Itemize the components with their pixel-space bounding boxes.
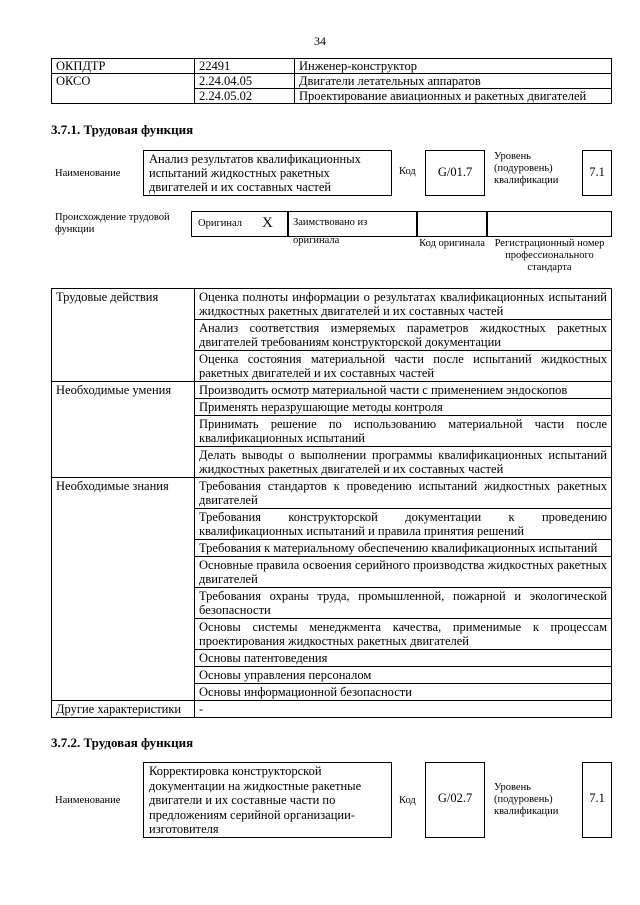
original-box (191, 211, 288, 237)
section-item: Применять неразрушающие методы контроля (195, 399, 612, 416)
section-item: Требования стандартов к проведению испытаний жидкостных ракетных двигателей (195, 478, 612, 509)
section-item: Требования к материальному обеспечению квалификационных испытаний (195, 540, 612, 557)
section-item: Основы системы менеджмента качества, применимые к процессам проектирования жидкостных ракетных двигателей (195, 619, 612, 650)
table-row (52, 701, 612, 718)
section-item: Основные правила освоения серийного производства жидкостных ракетных двигателей (195, 557, 612, 588)
table-row (52, 289, 612, 320)
original-mark: X (262, 215, 273, 231)
section-item: Анализ соответствия измеряемых параметров жидкостных ракетных двигателей требованиям конструкторской документации (195, 320, 612, 351)
name-label: Наименование (55, 795, 121, 806)
section-item: Оценка состояния материальной части после испытаний жидкостных ракетных двигателей и их составных частей (195, 351, 612, 382)
registration-number-cell (487, 211, 612, 237)
level-label: Уровень (подуровень) квалификации (494, 151, 559, 186)
classifier-code: 2.24.04.05 (195, 74, 295, 89)
section-item: Требования охраны труда, промышленной, пожарной и экологической безопасности (195, 588, 612, 619)
original-code-cell (417, 211, 487, 237)
classifier-codes-table (51, 58, 612, 104)
registration-number-caption: Регистрационный номер профессионального стандарта (494, 238, 605, 273)
classifier-label: ОКСО (52, 74, 195, 104)
classifier-code: 22491 (195, 59, 295, 74)
table-row (52, 74, 612, 89)
borrowed-box (288, 211, 417, 246)
section-title: Необходимые умения (52, 382, 195, 478)
section-item: Требования конструкторской документации к проведению квалификационных испытаний и правила принятия решений (195, 509, 612, 540)
section-item: Принимать решение по использованию материальной части после квалификационных испытаний (195, 416, 612, 447)
function-name-box: Анализ результатов квалификационных испытаний жидкостных ракетных двигателей и их составных частей (143, 150, 392, 196)
section-item: Основы управления персоналом (195, 667, 612, 684)
level-label: Уровень (подуровень) квалификации (494, 782, 559, 817)
classifier-name: Инженер-конструктор (295, 59, 612, 74)
function-code-box: G/02.7 (425, 762, 485, 838)
function-code-box: G/01.7 (425, 150, 485, 196)
level-value-box: 7.1 (582, 150, 612, 196)
original-code-caption: Код оригинала (419, 238, 485, 249)
name-label: Наименование (55, 168, 121, 179)
classifier-label: ОКПДТР (52, 59, 195, 74)
borrowed-label: Заимствовано из оригинала (293, 217, 368, 246)
origin-label: Происхождение трудовой функции (55, 212, 170, 235)
classifier-code: 2.24.05.02 (195, 89, 295, 104)
function-details-table (51, 288, 612, 718)
original-label: Оригинал (198, 218, 242, 229)
table-row (52, 478, 612, 509)
section-title: Другие характеристики (52, 701, 195, 718)
section-item: Основы информационной безопасности (195, 684, 612, 701)
section-item: Основы патентоведения (195, 650, 612, 667)
code-label: Код (399, 166, 416, 177)
section-title: Трудовые действия (52, 289, 195, 382)
section-item: Производить осмотр материальной части с применением эндоскопов (195, 382, 612, 399)
section-item: - (195, 701, 612, 718)
classifier-name: Проектирование авиационных и ракетных двигателей (295, 89, 612, 104)
table-row (52, 59, 612, 74)
section-heading: 3.7.2. Трудовая функция (51, 735, 194, 750)
section-item: Оценка полноты информации о результатах квалификационных испытаний жидкостных ракетных двигателей и их составных частей (195, 289, 612, 320)
section-title: Необходимые знания (52, 478, 195, 701)
section-item: Делать выводы о выполнении программы квалификационных испытаний жидкостных ракетных двигателей и их составных частей (195, 447, 612, 478)
classifier-name: Двигатели летательных аппаратов (295, 74, 612, 89)
page-number: 34 (314, 34, 326, 48)
code-label: Код (399, 795, 416, 806)
level-value-box: 7.1 (582, 762, 612, 838)
function-name-box: Корректировка конструкторской документации на жидкостные ракетные двигатели и их составные части по предложениям серийной организации-изготовителя (143, 762, 392, 838)
table-row (52, 382, 612, 399)
section-heading: 3.7.1. Трудовая функция (51, 122, 194, 137)
